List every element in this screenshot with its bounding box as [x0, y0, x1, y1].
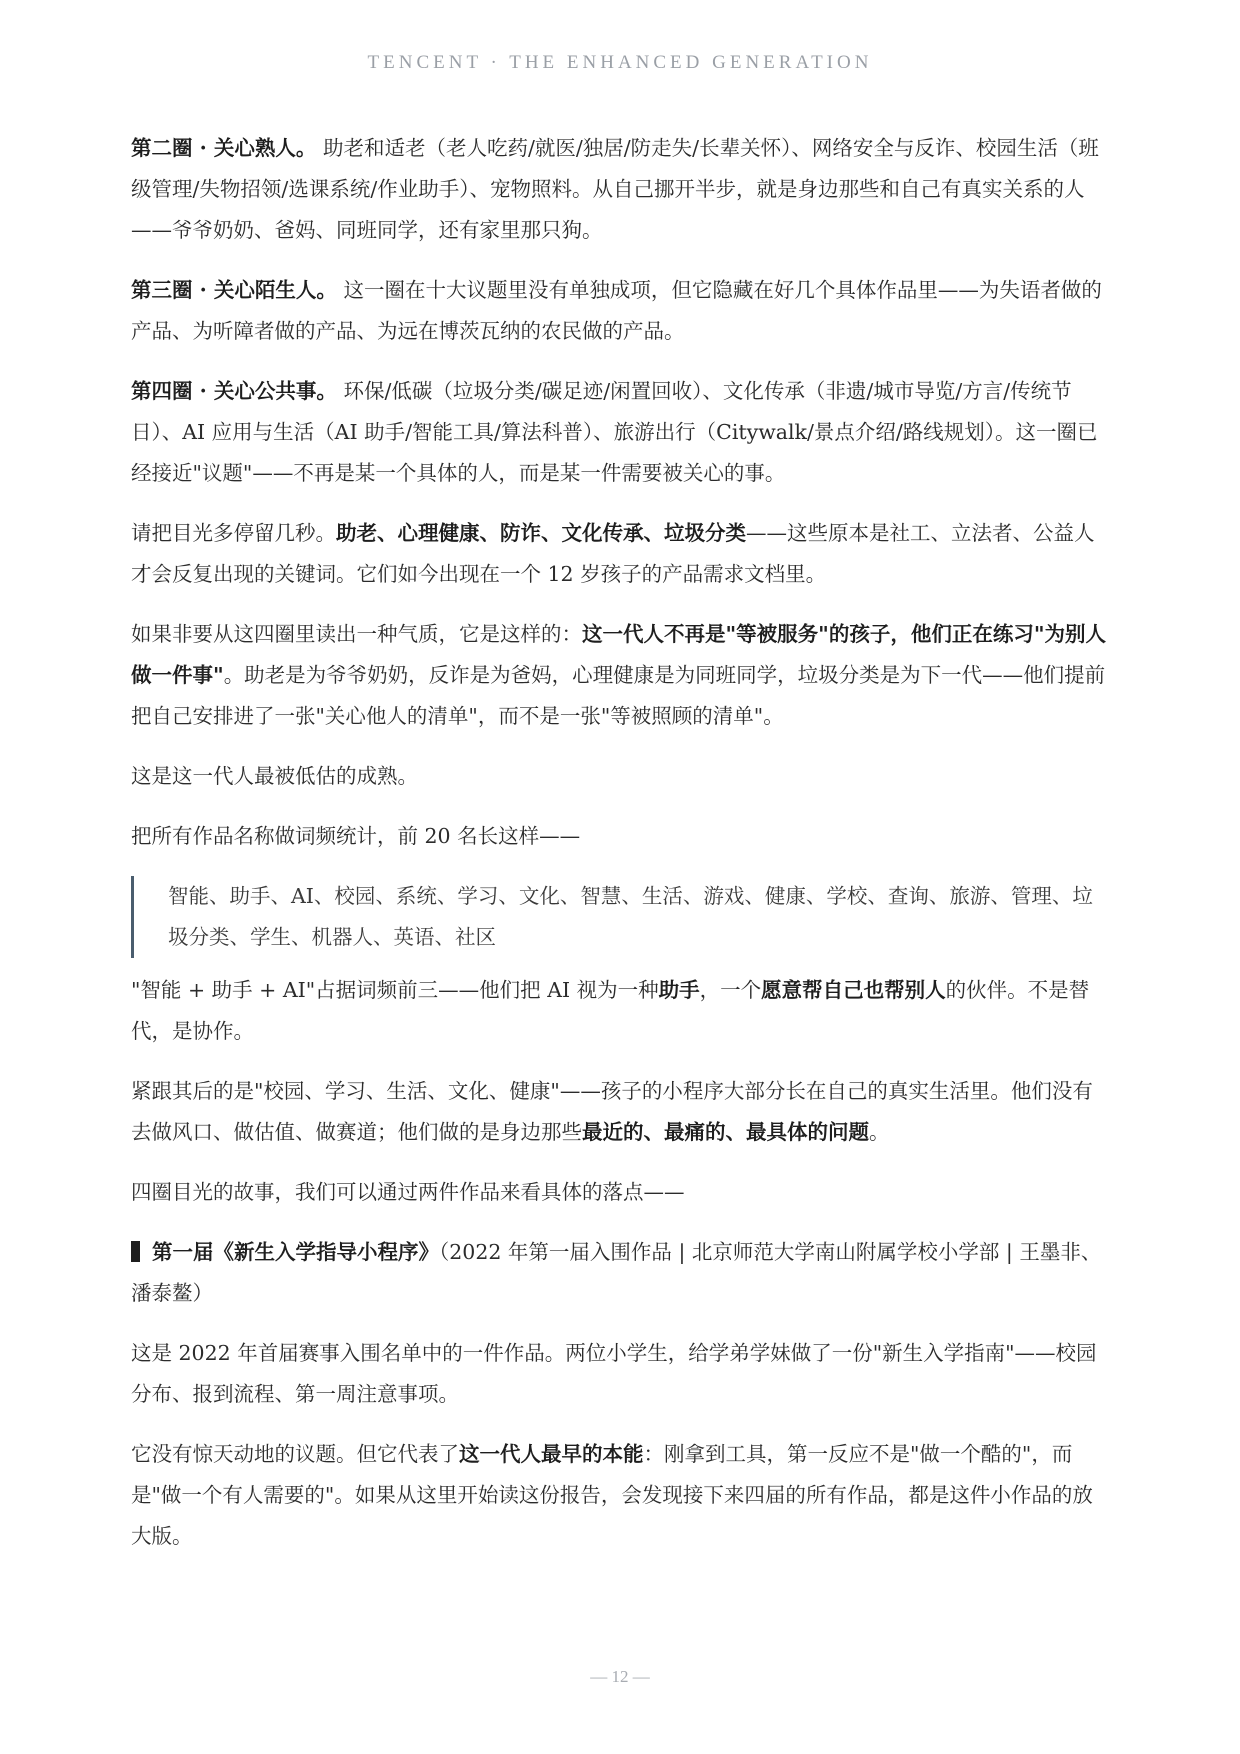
instinct-post: ：刚拿到工具，第一反应不是"做一个酷的"，而是"做一个有人需要的"。如果从这里开始读这份报告，会发现接下来四届的所有作品，都是这件小作品的放大版。: [131, 1442, 1093, 1548]
keywords-post: ——这些原本是社工、立法者、公益人才会反复出现的关键词。它们如今出现在一个 12 岁孩子的产品需求文档里。: [131, 521, 1095, 586]
paragraph-temperament: [131, 614, 1111, 737]
keywords-bold: 助老、心理健康、防诈、文化传承、垃圾分类: [336, 521, 746, 545]
section-heading: [131, 1232, 1111, 1314]
temperament-bold: 这一代人不再是"等被服务"的孩子，他们正在练习"为别人做一件事": [131, 622, 1107, 687]
ai-text-1: "智能 + 助手 + AI"占据词频前三——他们把 AI 视为一种: [131, 978, 659, 1002]
circle-4-title: 第四圈 · 关心公共事。: [131, 379, 337, 403]
paragraph-mature: 这是这一代人最被低估的成熟。: [131, 764, 418, 788]
keywords-pre: 请把目光多停留几秒。: [131, 521, 336, 545]
paragraph-story: 四圈目光的故事，我们可以通过两件作品来看具体的落点——: [131, 1180, 685, 1204]
section-marker-icon: [131, 1241, 140, 1262]
circle-2-title: 第二圈 · 关心熟人。: [131, 136, 317, 160]
ai-text-2: ，一个: [699, 978, 762, 1002]
campus-post: 。: [869, 1120, 890, 1144]
paragraph-work: 这是 2022 年首届赛事入围名单中的一件作品。两位小学生，给学弟学妹做了一份"新生入学指南"——校园分布、报到流程、第一周注意事项。: [131, 1341, 1097, 1406]
section-meta: （2022 年第一届入围作品 | 北京师范大学南山附属学校小学部 | 王墨非、潘泰鳌）: [131, 1240, 1102, 1305]
campus-pre: 紧跟其后的是"校园、学习、生活、文化、健康"——孩子的小程序大部分长在自己的真实生活里。他们没有去做风口、做估值、做赛道；他们做的是身边那些: [131, 1079, 1093, 1144]
page-number: — 12 —: [590, 1667, 650, 1686]
paragraph-keywords: [131, 513, 1111, 595]
paragraph-circle-4: [131, 371, 1111, 494]
temperament-pre: 如果非要从这四圈里读出一种气质，它是这样的：: [131, 622, 582, 646]
paragraph-circle-2: [131, 128, 1111, 251]
circle-3-title: 第三圈 · 关心陌生人。: [131, 278, 337, 302]
instinct-bold: 这一代人最早的本能: [459, 1442, 644, 1466]
word-frequency-quote: 智能、助手、AI、校园、系统、学习、文化、智慧、生活、游戏、健康、学校、查询、旅游、管理、垃圾分类、学生、机器人、英语、社区: [131, 876, 1111, 958]
paragraph-frequency-intro: 把所有作品名称做词频统计，前 20 名长这样——: [131, 824, 581, 848]
paragraph-ai: [131, 970, 1111, 1052]
instinct-pre: 它没有惊天动地的议题。但它代表了: [131, 1442, 459, 1466]
article-body: [131, 128, 1111, 1576]
circle-2-body: 助老和适老（老人吃药/就医/独居/防走失/长辈关怀）、网络安全与反诈、校园生活（班级管理/失物招领/选课系统/作业助手）、宠物照料。从自己挪开半步，就是身边那些和自己有真实关系的人——爷爷奶奶、爸妈、同班同学，还有家里那只狗。: [131, 136, 1099, 242]
ai-text-3: 的伙伴。不是替代，是协作。: [131, 978, 1090, 1043]
campus-bold: 最近的、最痛的、最具体的问题: [582, 1120, 869, 1144]
ai-bold-1: 助手: [658, 978, 700, 1002]
section-title: 第一届《新生入学指导小程序》: [152, 1240, 439, 1264]
circle-3-body: 这一圈在十大议题里没有单独成项，但它隐藏在好几个具体作品里——为失语者做的产品、为听障者做的产品、为远在博茨瓦纳的农民做的产品。: [131, 278, 1102, 343]
circle-4-body: 环保/低碳（垃圾分类/碳足迹/闲置回收）、文化传承（非遗/城市导览/方言/传统节日）、AI 应用与生活（AI 助手/智能工具/算法科普）、旅游出行（Citywalk/景点介绍/路线规划）。这一圈已经接近"议题"——不再是某一个具体的人，而是某一件需要被关心的事。: [131, 379, 1098, 485]
paragraph-instinct: [131, 1434, 1111, 1557]
temperament-post: 。助老是为爷爷奶奶，反诈是为爸妈，心理健康是为同班同学，垃圾分类是为下一代——他们提前把自己安排进了一张"关心他人的清单"，而不是一张"等被照顾的清单"。: [131, 663, 1106, 728]
paragraph-campus: [131, 1071, 1111, 1153]
running-header: TENCENT · THE ENHANCED GENERATION: [367, 52, 873, 73]
ai-bold-2: 愿意帮自己也帮别人: [761, 978, 946, 1002]
paragraph-circle-3: [131, 270, 1111, 352]
